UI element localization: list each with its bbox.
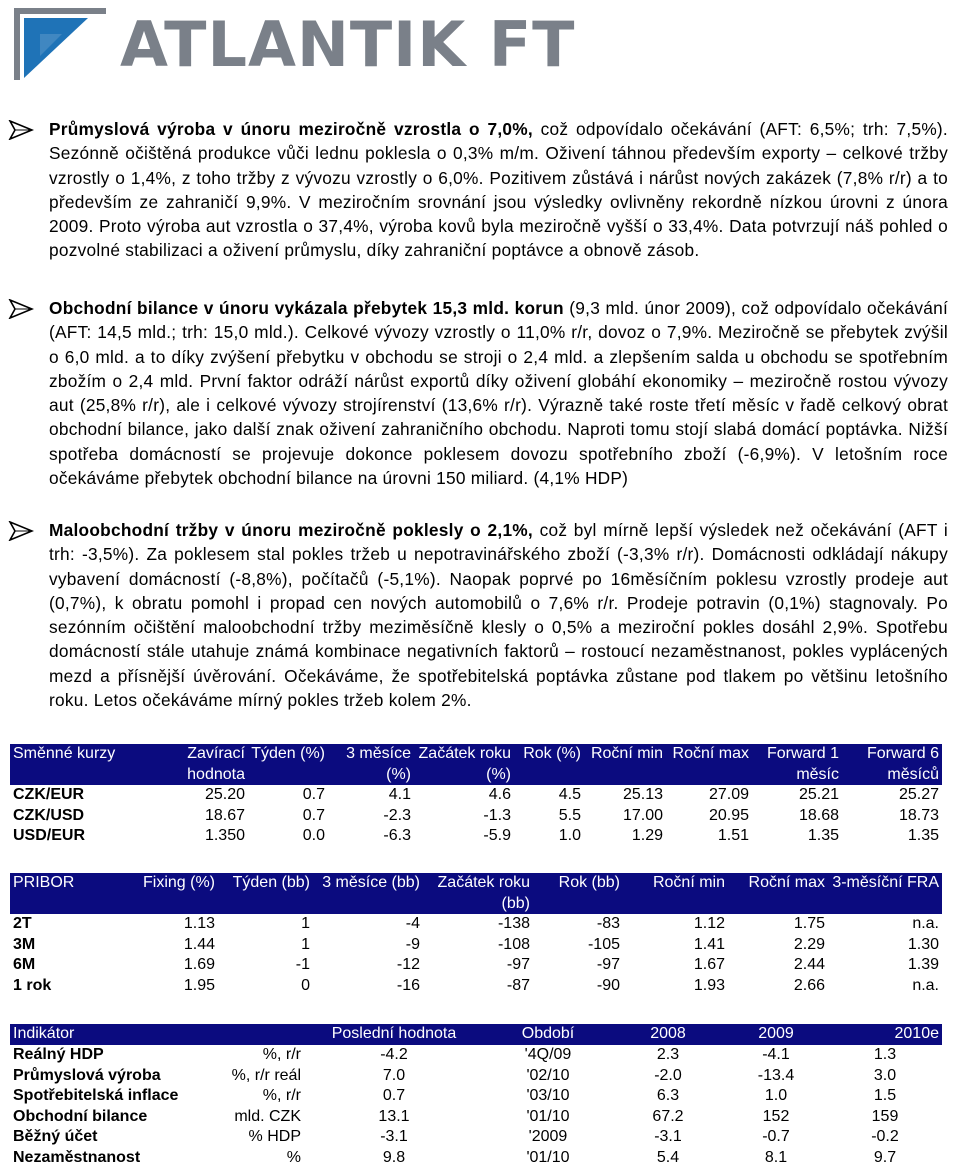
bullet-industrial-production: [8, 117, 948, 263]
logo-text: ATLANTIK FT: [120, 8, 576, 81]
table-cell: '4Q/09: [524, 1046, 572, 1063]
table-cell: CZK/USD: [13, 806, 85, 824]
table-cell: '01/10: [526, 1148, 570, 1166]
table-cell: 17.00: [622, 806, 663, 824]
table-cell: 1: [301, 935, 310, 953]
table-cell: 25.13: [622, 786, 663, 803]
table-cell: 25.27: [898, 786, 939, 803]
table-cell: -2.0: [654, 1066, 682, 1084]
arrowhead-bullet-icon: [8, 120, 34, 140]
table-cell: 2.29: [793, 935, 825, 953]
table-header: Roční max: [666, 744, 752, 785]
table-cell: 3.0: [873, 1066, 897, 1084]
table-cell: Průmyslová výroba: [13, 1066, 161, 1084]
table-cell: 1.12: [693, 915, 725, 932]
table-cell: Nezaměstnanost: [13, 1148, 141, 1166]
bullet-body: což byl mírně lepší výsledek než očekávání (AFT i trh: -3,5%). Za poklesem stal pokles tržeb u nepotravinářského zboží (-3,3% r/r). Domácnosti odkládají nákupy vybavení domácností (-8,8%), počítačů (-5,1%). Naopak poprvé po 16měsíčním poklesu vzrostly prodeje aut (0,7%), k obratu pomohl i propad cen nových automobilů o 7,6% r/r. Prodeje potravin (0,1%) stagnovaly. Po sezónním očištění maloobchodní tržby meziměsíčně klesly o 0,5% a meziroční pokles dosáhl 2,9%. Spotřebu domácností stále utahuje známá kombinace negativních faktorů – rostoucí nezaměstnanost, pokles vyplácených mezd a přísnější úvěrování. Očekáváme, že spotřebitelská poptávka zůstane pod tlakem po většinu letošního roku. Letos očekáváme mírný pokles tržeb kolem 2%.: [49, 520, 949, 711]
table-cell: 25.20: [204, 786, 245, 803]
table-cell: 1.51: [717, 827, 749, 844]
table-cell: 4.1: [388, 786, 411, 803]
bullet-bold-lead: Obchodní bilance v únoru vykázala přebytek 15,3 mld. korun: [49, 298, 564, 318]
logo-mark-icon: [10, 6, 110, 82]
table-cell: -90: [596, 976, 620, 994]
table-header: Fixing (%): [120, 873, 218, 914]
table-cell: 1.0: [558, 827, 581, 844]
table-header: Směnné kurzy: [10, 744, 150, 785]
table-header: 2008: [612, 1024, 724, 1045]
table-cell: n.a.: [912, 976, 939, 994]
table-cell: USD/EUR: [13, 827, 86, 844]
table-header: Roční max: [728, 873, 828, 914]
table-cell: 1.75: [793, 915, 825, 932]
table-cell: 1.35: [807, 827, 839, 844]
table-cell: %: [286, 1148, 301, 1166]
table-cell: -6.3: [383, 827, 411, 844]
table-cell: -5.9: [483, 827, 511, 844]
table-cell: 159: [871, 1107, 899, 1125]
table-cell: 1.41: [693, 935, 725, 953]
company-logo: [10, 6, 576, 82]
table-header: Forward 6 měsíců: [842, 744, 942, 785]
table-row: [10, 1066, 942, 1087]
table-cell: Reálný HDP: [13, 1046, 104, 1063]
table-cell: %, r/r reál: [231, 1066, 301, 1084]
table-cell: 0.0: [302, 827, 325, 844]
table-cell: 13.1: [378, 1107, 410, 1125]
table-row: [10, 826, 942, 847]
table-cell: 8.1: [764, 1148, 788, 1166]
table-cell: 9.7: [873, 1148, 897, 1166]
table-header: Týden (%): [248, 744, 328, 785]
table-header: Indikátor: [10, 1024, 194, 1045]
table-cell: 6.3: [656, 1087, 680, 1104]
table-cell: mld. CZK: [234, 1107, 301, 1125]
table-cell: CZK/EUR: [13, 786, 85, 803]
table-cell: 0.7: [382, 1087, 406, 1104]
table-cell: -1.3: [483, 806, 511, 824]
arrowhead-bullet-icon: [8, 299, 34, 319]
table-cell: 1.3: [873, 1046, 897, 1063]
table-header: Roční min: [584, 744, 666, 785]
table-row: [10, 935, 942, 956]
table-cell: -105: [587, 935, 620, 953]
table-cell: -138: [497, 915, 530, 932]
arrowhead-bullet-icon: [8, 521, 34, 541]
bullet-text: [49, 518, 948, 712]
bullet-bold-lead: Průmyslová výroba v únoru meziročně vzrostla o 7,0%,: [49, 119, 533, 139]
table-cell: 1.93: [693, 976, 725, 994]
table-header: Poslední hodnota: [304, 1024, 484, 1045]
table-row: [10, 1045, 942, 1066]
table-cell: -4: [405, 915, 420, 932]
table-header: Začátek roku (%): [414, 744, 514, 785]
table-cell: 2.66: [793, 976, 825, 994]
bullet-body: což odpovídalo očekávání (AFT: 6,5%; trh: 7,5%). Sezónně očištěná produkce vůči lednu poklesla o 0,3% m/m. Oživení táhnou především exporty – celkové tržby vzrostly o 1,4%, z toho tržby z vývozu vzrostly o 6,0%. Pozitivem zůstává i nárůst nových zakázek (7,8% r/r) a to především ze zahraničí 9,9%. V meziročním srovnání jsou výsledky ovlivněny rekordně nízkou úrovni z února 2009. Proto výroba aut vzrostla o 37,4%, výroba kovů byla meziročně vyšší o 33,4%. Data potvrzují náš pohled o pozvolné stabilizaci a oživení průmyslu, díky zahraniční poptávce a obnově zásob.: [49, 119, 948, 261]
table-header: 3 měsíce (%): [328, 744, 414, 785]
table-cell: -2.3: [383, 806, 411, 824]
table-cell: 1.67: [693, 956, 725, 973]
table-cell: -13.4: [757, 1066, 795, 1084]
bullet-bold-lead: Maloobchodní tržby v únoru meziročně poklesly o 2,1%,: [49, 520, 533, 540]
table-cell: 1.350: [204, 827, 245, 844]
table-header: Období: [484, 1024, 612, 1045]
table-header: Týden (bb): [218, 873, 313, 914]
table-cell: 1.69: [183, 956, 215, 973]
table-cell: 1.0: [764, 1087, 788, 1104]
table-cell: 27.09: [708, 786, 749, 803]
table-cell: -3.1: [380, 1128, 408, 1145]
table-cell: n.a.: [912, 915, 939, 932]
fx-rates-table: [10, 744, 942, 847]
table-row: [10, 955, 942, 976]
table-header: Rok (%): [514, 744, 584, 785]
table-cell: 1.39: [907, 956, 939, 973]
table-cell: 20.95: [708, 806, 749, 824]
table-header: 3-měsíční FRA: [828, 873, 942, 914]
table-cell: -87: [506, 976, 530, 994]
table-cell: '02/10: [526, 1066, 570, 1084]
table-cell: 1.29: [631, 827, 663, 844]
bullet-text: [49, 296, 948, 490]
table-header: Zavírací hodnota: [150, 744, 248, 785]
table-cell: -0.7: [762, 1128, 790, 1145]
table-header: 2009: [724, 1024, 828, 1045]
table-row: [10, 1127, 942, 1148]
table-cell: 4.5: [558, 786, 581, 803]
table-header: 3 měsíce (bb): [313, 873, 423, 914]
table-cell: Obchodní bilance: [13, 1107, 148, 1125]
table-row: [10, 914, 942, 935]
table-cell: 4.6: [488, 786, 511, 803]
table-cell: 152: [762, 1107, 790, 1125]
table-cell: 1.95: [183, 976, 215, 994]
table-cell: 1: [301, 915, 310, 932]
table-header: [194, 1024, 304, 1045]
table-cell: 1.5: [873, 1087, 897, 1104]
table-cell: 0: [301, 976, 310, 994]
table-cell: 6M: [13, 956, 36, 973]
table-row: [10, 1148, 942, 1169]
table-row: [10, 976, 942, 997]
table-cell: 5.4: [656, 1148, 680, 1166]
table-header: Začátek roku (bb): [423, 873, 533, 914]
table-cell: -108: [497, 935, 530, 953]
table-cell: -9: [405, 935, 420, 953]
table-cell: 2.3: [656, 1046, 680, 1063]
table-cell: 1.35: [907, 827, 939, 844]
table-cell: '01/10: [526, 1107, 570, 1125]
table-cell: 5.5: [558, 806, 581, 824]
table-cell: -12: [396, 956, 420, 973]
table-cell: -97: [596, 956, 620, 973]
table-cell: -97: [506, 956, 530, 973]
table-cell: 0.7: [302, 806, 325, 824]
table-cell: '2009: [528, 1128, 568, 1145]
table-row: [10, 1107, 942, 1128]
bullet-retail-sales: [8, 518, 948, 712]
table-cell: 0.7: [302, 786, 325, 803]
bullet-trade-balance: [8, 296, 948, 490]
table-cell: 2.44: [793, 956, 825, 973]
table-header: 2010e: [828, 1024, 942, 1045]
pribor-header-row: [10, 873, 942, 914]
table-cell: 18.67: [204, 806, 245, 824]
table-row: [10, 806, 942, 827]
bullet-body: (9,3 mld. únor 2009), což odpovídalo očekávání (AFT: 14,5 mld.; trh: 15,0 mld.). Celkové vývozy vzrostly o 11,0% r/r, dovoz o 7,9%. Meziročně se přebytek zvýšil o 6,0 mld. a to díky zvýšení přebytku v obchodu se stroji o 2,4 mld. a zlepšením salda u obchodu se spotřebním zbožím o 2,4 mld. První faktor odráží nárůst exportů díky oživení globáhí ekonomiky – meziročně rostou vývozy aut (25,8% r/r), ale i celkové vývozy strojírenství (13,6% r/r). Výrazně také roste třetí měsíc v řadě celkový obrat obchodní bilance, jako další znak oživení zahraničního obchodu. Naproti tomu stojí slabá domácí poptávka. Nižší spotřeba domácností se projevuje dokonce poklesem dovozu spotřebního zboží (-6,9%). V letošním roce očekáváme přebytek obchodní bilance na úrovni 150 miliard. (4,1% HDP): [49, 298, 948, 489]
table-header: Forward 1 měsíc: [752, 744, 842, 785]
table-row: [10, 785, 942, 806]
table-cell: 18.73: [898, 806, 939, 824]
table-cell: 67.2: [652, 1107, 684, 1125]
table-cell: '03/10: [526, 1087, 570, 1104]
table-cell: 1 rok: [13, 976, 52, 994]
table-cell: -0.2: [871, 1128, 899, 1145]
table-cell: 2T: [13, 915, 32, 932]
fx-header-row: [10, 744, 942, 785]
table-cell: 1.30: [907, 935, 939, 953]
table-cell: -3.1: [654, 1128, 682, 1145]
bullet-text: [49, 117, 948, 263]
table-header: PRIBOR: [10, 873, 120, 914]
table-header: Roční min: [623, 873, 728, 914]
table-cell: -1: [295, 956, 310, 973]
table-cell: 25.21: [798, 786, 839, 803]
table-cell: 18.68: [798, 806, 839, 824]
table-cell: -83: [596, 915, 620, 932]
table-cell: 9.8: [382, 1148, 406, 1166]
table-cell: 1.13: [183, 915, 215, 932]
table-cell: 1.44: [183, 935, 215, 953]
table-header: Rok (bb): [533, 873, 623, 914]
table-cell: Spotřebitelská inflace: [13, 1087, 179, 1104]
table-cell: %, r/r: [262, 1087, 301, 1104]
table-cell: -4.2: [380, 1046, 408, 1063]
table-row: [10, 1086, 942, 1107]
table-cell: Běžný účet: [13, 1128, 98, 1145]
table-cell: 3M: [13, 935, 36, 953]
table-cell: % HDP: [248, 1128, 301, 1145]
table-cell: %, r/r: [262, 1046, 301, 1063]
pribor-table: [10, 873, 942, 996]
table-cell: -4.1: [762, 1046, 790, 1063]
indicators-table: [10, 1024, 942, 1168]
indicators-header-row: [10, 1024, 942, 1045]
table-cell: 7.0: [382, 1066, 406, 1084]
table-cell: -16: [396, 976, 420, 994]
